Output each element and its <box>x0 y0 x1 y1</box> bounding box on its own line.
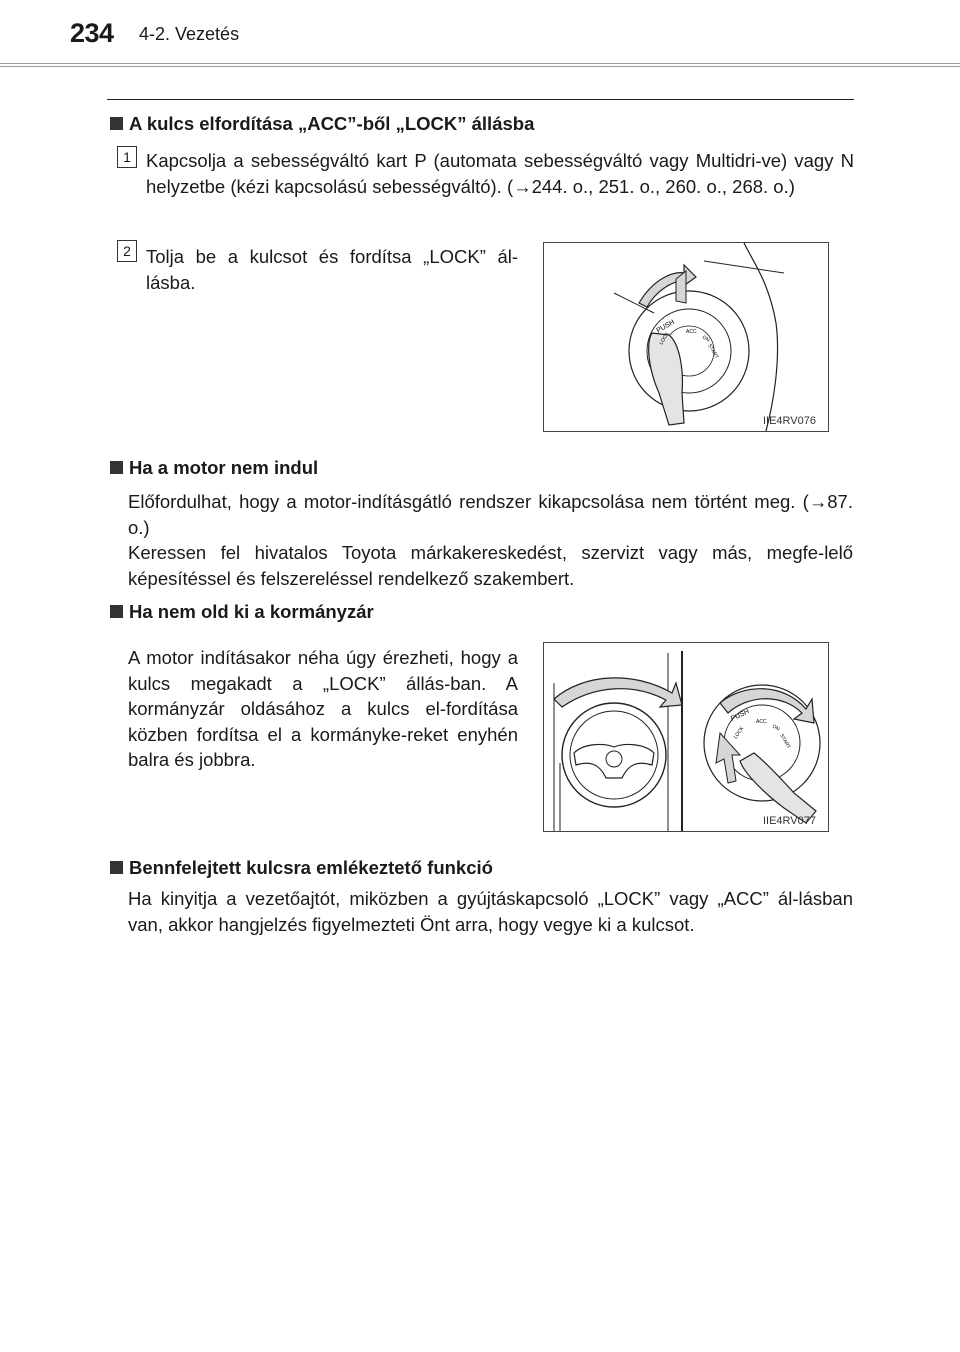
header-divider <box>0 63 960 67</box>
acc-label: ACC <box>686 329 697 335</box>
lock-label: LOCK <box>658 331 671 346</box>
section-heading-steering-lock <box>110 601 374 623</box>
ignition-key-illustration <box>544 243 828 431</box>
start-label: START <box>706 343 720 360</box>
steering-wheel-illustration <box>544 643 828 831</box>
figure-ignition-lock <box>543 242 829 432</box>
paragraph-dealer: Keressen fel hivatalos Toyota márkakereskedést, szervizt vagy más, megfe-lelő képesítéssel és felszereléssel rendelkező szakembert. <box>128 542 853 589</box>
bullet-square-icon <box>110 861 123 874</box>
acc-label: ACC <box>756 719 767 725</box>
section-heading-text: Ha a motor nem indul <box>129 457 319 478</box>
rotation-arrow-icon <box>639 265 696 307</box>
paragraph-key-reminder: Ha kinyitja a vezetőajtót, miközben a gyújtáskapcsoló „LOCK” vagy „ACC” ál-lásban van, akkor hangjelzés figyelmezteti Önt arra, hogy vegye ki a kulcsot. <box>128 888 853 935</box>
section-heading-text: Ha nem old ki a kormányzár <box>129 601 374 622</box>
step-number-1: 1 <box>117 146 137 168</box>
chapter-title: 4-2. Vezetés <box>139 24 240 44</box>
push-label: PUSH <box>729 708 751 723</box>
bullet-square-icon <box>110 605 123 618</box>
figure-steering-lock <box>543 642 829 832</box>
figure-code: IIE4RV077 <box>762 815 816 827</box>
section-heading-text: Bennfelejtett kulcsra emlékeztető funkció <box>129 857 493 878</box>
paragraph-immobilizer: Előfordulhat, hogy a motor-indításgátló rendszer kikapcsolása nem történt meg. (→87. o.) <box>128 491 853 538</box>
step-text-1: Kapcsolja a sebességváltó kart P (automata sebességváltó vagy Multidri-ve) vagy N helyzetbe (kézi kapcsolású sebességváltó). (→244. o., 251. o., 260. o., 268. o.) <box>146 150 854 197</box>
page-number: 234 <box>70 18 114 48</box>
paragraph-steering-lock: A motor indításakor néha úgy érezheti, hogy a kulcs megakadt a „LOCK” állás-ban. A kormányzár oldásához a kulcs el-fordítása közben fordítsa el a kormányke-reket enyhén balra és jobbra. <box>128 647 518 770</box>
start-label: START <box>778 733 792 750</box>
bullet-square-icon <box>110 117 123 130</box>
lock-label: LOCK <box>732 725 746 741</box>
figure-code: IIE4RV076 <box>762 415 816 427</box>
section-heading-key-reminder <box>110 857 493 879</box>
push-label: PUSH <box>655 318 676 335</box>
section-heading-text: A kulcs elfordítása „ACC”-ből „LOCK” állásba <box>129 113 535 134</box>
on-label: ON <box>701 334 711 344</box>
step-text-2: Tolja be a kulcsot és fordítsa „LOCK” ál-lásba. <box>146 246 518 293</box>
section-divider <box>107 99 854 100</box>
key-icon <box>649 333 684 425</box>
section-heading-engine-not-start <box>110 457 318 479</box>
bullet-square-icon <box>110 461 123 474</box>
key-icon <box>740 753 816 823</box>
on-label: ON <box>771 723 781 733</box>
section-heading-key-turn <box>110 113 534 135</box>
step-number-2: 2 <box>117 240 137 262</box>
